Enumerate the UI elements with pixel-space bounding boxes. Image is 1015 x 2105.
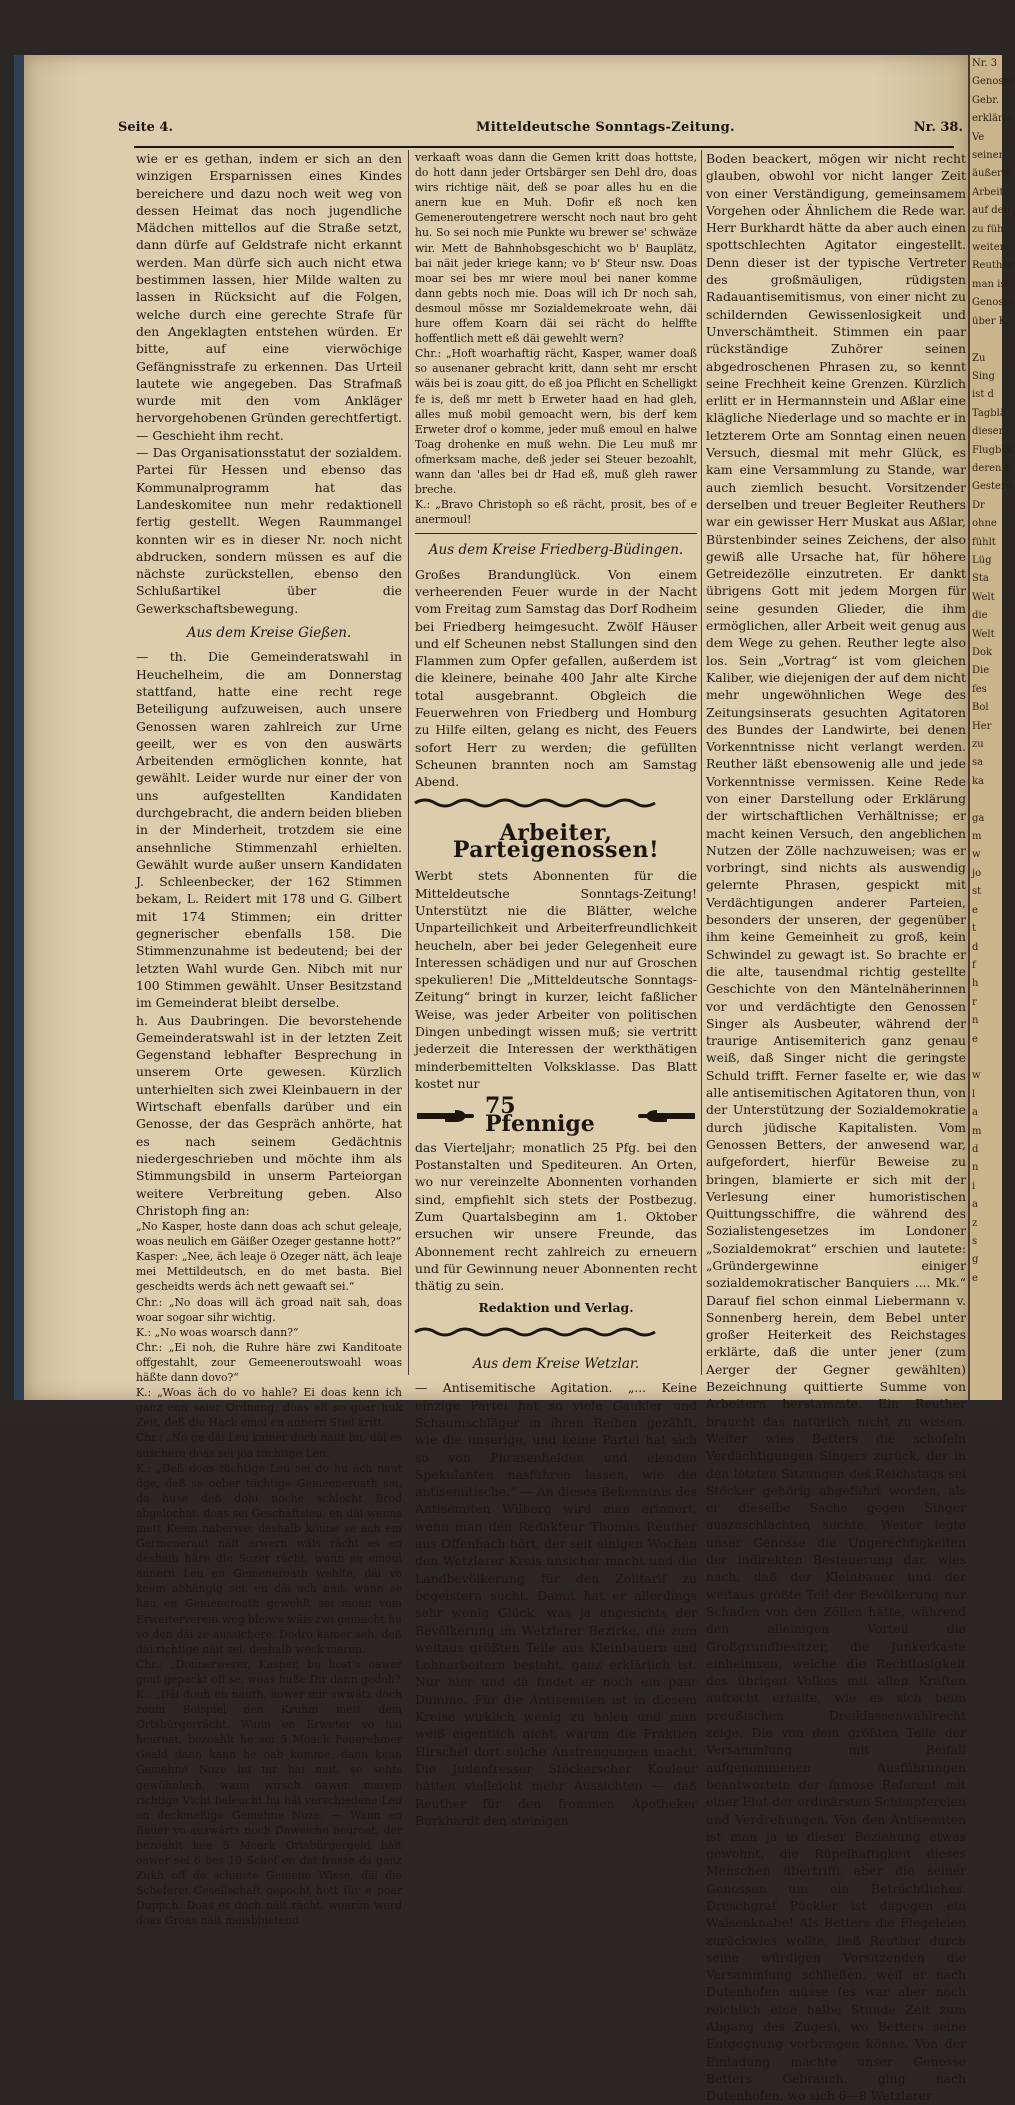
edge-text-fragment: deren K <box>972 462 1013 474</box>
edge-text-fragment: zu <box>972 739 984 751</box>
column-rule-1 <box>408 150 409 1375</box>
edge-text-fragment: sa <box>972 757 984 769</box>
pointing-hand-icon <box>637 1107 697 1125</box>
edge-text-fragment: Lüg <box>972 554 992 566</box>
edge-text-fragment: man ist <box>972 278 1010 290</box>
ad-price-row <box>415 1093 697 1137</box>
edge-text-fragment: Welt <box>972 591 995 603</box>
article-paragraph: — Das Organisationsstatut der sozialdem. Partei für Hessen und ebenso das Kommunalprogramm hat das Landeskomitee nun mehr redaktionell fertig gestellt. Wegen Raummangel konnten wir es in dieser Nr. noch nicht abdrucken, sondern müssen es auf die nächste zurückstellen, ebenso den Schlußartikel über die Gewerkschaftsbewegung. <box>136 445 402 616</box>
edge-text-fragment: e <box>972 1272 978 1284</box>
edge-text-fragment: über K <box>972 315 1007 327</box>
edge-text-fragment: h <box>972 978 979 990</box>
edge-text-fragment: r <box>972 996 977 1008</box>
edge-text-fragment: Her <box>972 720 992 732</box>
edge-text-fragment: weiter <box>972 242 1005 254</box>
dialogue-line: K.: „Bravo Christoph so eß rächt, prosit, bes of e anermoul! <box>415 498 697 527</box>
edge-text-fragment: t <box>972 923 977 935</box>
edge-text-fragment: d <box>972 1143 979 1155</box>
pointing-hand-icon <box>415 1107 475 1125</box>
dialogue-line: Chr.: „Donnerwerer, Kasper, bu host's oawer gout gepackt off se, woas huße Dir dann gedoh? <box>136 1657 402 1686</box>
section-heading: Aus dem Kreise Friedberg-Büdingen. <box>428 542 684 559</box>
edge-text-fragment: a <box>972 1199 978 1211</box>
issue-number: Nr. 38. <box>913 120 963 135</box>
dialogue-line: Chr.: „No ge däi Leu kamer doch naut hu, däi es auschere doas sei joa tüchtige Leu. <box>136 1431 402 1460</box>
dialogue-line: Chr.: „No doas will äch groad nait sah, doas woar sogoar sihr wichtig. <box>136 1295 402 1324</box>
edge-text-fragment: äußerte <box>972 168 1012 180</box>
edge-text-fragment: zu füh <box>972 223 1004 235</box>
section-heading: Aus dem Kreise Wetzlar. <box>472 1356 640 1373</box>
ad-headline: Arbeiter, Parteigenossen! <box>452 819 660 864</box>
edge-text-fragment: Genosse <box>972 297 1015 309</box>
edge-text-fragment: Sing <box>972 370 995 382</box>
edge-text-fragment: auf den <box>972 205 1011 217</box>
edge-text-fragment <box>970 331 1002 349</box>
ad-text: das Vierteljahr; monatlich 25 Pfg. bei den Postanstalten und Spediteuren. An Orten, wo nur vereinzelte Abonnenten vorhanden sind, empfiehlt sich stets der Postbezug. Zum Quartalsbeginn am 1. Oktober ersuchen wir unsere Freunde, das Abonnement recht zahlreich zu erneuern und für Gewinnung neuer Abonnenten recht thätig zu sein. <box>415 1139 697 1294</box>
dialogue-line: verkaaft woas dann die Gemen kritt doas hottste, do hott dann jeder Ortsbärger sen Dehl dro, doas wirs richtige näit, deß se poar alles hu en die anern kue en Muh. Dofir eß noch ken Gemeneroutengetrere werscht noch naut bro geht hu. So sei noch mie Punkte wu brewer se' schwäze wir. Mett de Bahnhobsgeschicht wo b' Bauplätz, bai näit jeder kriege kann; vo b' Steur nsw. Doas moar sei bes mr wiere moul bei naner komme dann gebts noch mie. Doas will ich Dr noch sah, desmoul mösse mr Sozialdemekroate wehn, däi hure offem Koarn däi sei rächt do helffte hoffentlich mett eß däi gewehlt wern? <box>415 151 697 346</box>
article-paragraph: Boden beackert, mögen wir nicht recht glauben, obwohl vor nicht langer Zeit von einer Verständigung, gemeinsamem Vorgehen oder Ähnlichem die Rede war. Herr Burkhardt hätte da aber auch einen spottschlechten Agitator eingestellt. Denn dieser ist der typische Vertreter des großmäuligen, rüdigsten Radauantisemitismus, von einer nicht zu schildernden Gewissenlosigkeit und Unverschämtheit. Stimmen ein paar rückständige Zuhörer seinen abgedroschenen Phrasen zu, so kennt seine Frechheit keine Grenzen. Kürzlich erlitt er in Hermannstein und Aßlar eine klägliche Niederlage und so machte er in letzterem Orte am Sonntag einen neuen Versuch, diesmal mit mehr Glück, es kam eine Versammlung zu Stande, war auch ziemlich besucht. Vorsitzender derselben und treuer Begleiter Reuthers war ein gewisser Herr Muskat aus Aßlar, Bürstenbinder seines Zeichens, der also gewiß alle Ursache hat, für höhere Getreidezölle einzutreten. Er dankt übrigens Gott mit jedem Morgen für seine gesunden Glieder, die ihm ermöglichen, aller Arbeit weit genug aus dem Wege zu gehen. Reuther legte also los. Sein „Vortrag“ ist vom gleichen Kaliber, wie diejenigen der auf dem nicht mehr ungewöhnlichen Wege des Zeitungsinserats gesuchten Agitatoren des Bundes der Landwirte, bei denen Vorkenntnisse nicht verlangt werden. Reuther läßt ebensowenig alle und jede Vorkenntnisse vermissen. Keine Rede von einer Darstellung oder Erklärung der wirtschaftlichen Verhältnisse; er macht keinen Versuch, den angeblichen Nutzen der Zölle nachzuweisen; was er vorbringt, sind nichts als auswendig gelernte Phrasen, gespickt mit Verdächtigungen anderer Parteien, besonders der unseren, der gegenüber ihm keine Gemeinheit zu groß, kein Schwindel zu gewagt ist. So brachte er die alte, tausendmal richtig gestellte Geschichte von den Mäntelnäherinnen vor und verdächtigte den Genossen Singer als Ausbeuter, während der traurige Antisemiterich ganz genau weiß, daß Singer nicht die geringste Schuld trifft. Ferner faselte er, wie das alle antisemitischen Agitatoren thun, von der Unterstützung der Sozialdemokratie durch jüdische Kapitalisten. Vom Genossen Betters, der anwesend war, aufgefordert, hierfür Beweise zu bringen, blamierte er sich mit der Verlesung einer humoristischen Quittungsschiffre, die während des Sozialistengesetzes im Londoner „Sozialdemokrat“ erschien und lautete: „Gründergewinne einiger sozialdemokratischer Banquiers .... Mk.“ Darauf fiel schon einmal Liebermann v. Sonnenberg herein, dem Bebel unter großer Heiterkeit des Reichstages erklärte, daß die unter jener (zum Aerger der Gegner gewählten) Bezeichnung quittierte Summe von Arbeitern herstammte. Ein Reuther braucht das natürlich nicht zu wissen. Weiter wies Betters die schofeln Verdächtigungen Singers zurück, der in den letzten Sitzungen des Reichstags sei Stöcker gehörig abgeführt worden, als er dieselbe Sache gegen Singer auszuschlachten suchte. Weiter legte unser Genosse die Ungerechtigkeiten der indirekten Besteuerung dar, wies nach, daß der Kleinbauer und der weitaus größte Teil der Bevölkerung nur Schaden von den Zöllen hätte, während den alleinigen Vorteil die Großgrundbesitzer, die Junkerkaste einheimsen, welche die Rechtlosigkeit des übrigen Volkes mit allen Kräften aufrecht erhalte, wie es sich beim preußischen Dreiklassenwahlrecht zeige. Die von dem größten Teile der Versammlung mit Beifall aufgenommenen Ausführungen beantwortete der famose Referent mit einer Flut der ordinärsten Schimpfereien und Verdrehungen. Von den Antisemiten ist man ja in dieser Beziehung etwas gewohnt, die Rüpelhaftigkeit dieses Menschen übertrifft aber die seiner Genossen um ein Beträchtliches. Dreschgraf Pückler ist dagegen ein Waisenknabe! Als Betters die Flegeleien zurückwies wollte, ließ Reuther durch seine würdigen Vorsitzenden die Versammlung schließen, weil er nach Dutenhofen müsse (es war aber noch reichlich eine halbe Stunde Zeit zum Abgang des Zuges), wo Betters seine Entgegnung vorbringen könne. Von der Einladung machte unser Genosse Betters Gebrauch, ging nach Dutenhofen, wo sich 6—8 Wetzlarer <box>706 151 966 2104</box>
column-2 <box>415 150 697 1828</box>
ad-signature: Redaktion und Verlag. <box>478 1299 634 1315</box>
edge-text-fragment: dieser <box>972 426 1004 438</box>
edge-text-fragment: f <box>972 959 976 971</box>
edge-text-fragment: fes <box>972 683 987 695</box>
page-number: Seite 4. <box>118 120 173 135</box>
next-page-edge <box>968 55 1015 1400</box>
edge-text-fragment: Ve <box>972 131 985 143</box>
edge-text-fragment: e <box>972 904 978 916</box>
edge-text-fragment: st <box>972 886 982 898</box>
edge-text-fragment <box>970 1049 1002 1067</box>
ad-text: Werbt stets Abonnenten für die Mitteldeutsche Sonntags-Zeitung! Unterstützt nie die Blätter, welche Unparteilichkeit und Arbeiterfreundlichkeit heucheln, aber bei jeder Gelegenheit eure Interessen schädigen und nur auf Groschen spekulieren! Die „Mitteldeutsche Sonntags-Zeitung“ bringt in kurzer, leicht faßlicher Weise, was jeder Arbeiter von politischen Dingen unbedingt wissen muß; sie vertritt jederzeit die Interessen der werkthätigen minderbemittelten Volksklasse. Das Blatt kostet nur <box>415 868 697 1091</box>
divider <box>415 533 697 534</box>
article-paragraph: h. Aus Daubringen. Die bevorstehende Gemeinderatswahl ist in der letzten Zeit Gegenstand lebhafter Besprechung in unserem Orte gewesen. Kürzlich unterhielten sich zwei Kleinbauern in der Wirtschaft ebenfalls darüber und ein Genosse, der das Gespräch anhörte, hat es nach seinem Gedächtnis niedergeschrieben und möchte ihm als Stimmungsbild in unserm Parteiorgan weitere Verbreitung geben. Also Christoph fing an: <box>136 1012 402 1218</box>
edge-text-fragment: Zu <box>972 352 986 364</box>
edge-text-fragment: jo <box>972 867 982 879</box>
dialogue-line: Kasper: „Nee, äch leaje ö Ozeger nätt, äch leaje mei Mettildeutsch, en do met basta. Biel gescheidts werds äch nett gewaaft sei.“ <box>136 1250 402 1294</box>
edge-text-fragment: erklärte <box>972 113 1013 125</box>
page-header <box>118 120 963 142</box>
ad-price: 75 Pfennige <box>485 1093 595 1137</box>
edge-text-fragment: ohne <box>972 518 997 530</box>
edge-text-fragment: n <box>972 1015 979 1027</box>
edge-text-fragment: i <box>972 1180 976 1192</box>
column-3 <box>706 150 966 2104</box>
edge-text-fragment: n <box>972 1162 979 1174</box>
edge-text-fragment: Arbeit <box>972 186 1004 198</box>
edge-text-fragment: Tagblä <box>972 407 1006 419</box>
column-1 <box>136 150 402 1928</box>
edge-text-fragment: Sta <box>972 573 989 585</box>
edge-text-fragment: seiner <box>972 150 1004 162</box>
edge-text-fragment: Gebr. <box>972 94 1000 106</box>
article-paragraph: wie er es gethan, indem er sich an den winzigen Ersparnissen eines Kindes bereichere und dazu noch weit weg von dessen Heimat das noch jugendliche Mädchen mittellos auf die Straße setzt, dann dürfe auf Geldstrafe nicht erkannt werden. Man dürfe sich auch nicht etwa bestimmen lassen, hier Milde walten zu lassen in Rücksicht auf die Folgen, welche durch eine gerechte Strafe für den Angeklagten entstehen würden. Er bitte, auf eine vierwöchige Gefängnisstrafe zu erkennen. Das Urteil lautete wie angegeben. Das Strafmaß wurde mit den vom Ankläger hervorgehobenen Gründen gerechtfertigt. — Geschieht ihm recht. <box>136 151 402 443</box>
edge-text-fragment <box>970 791 1002 809</box>
header-rule <box>134 146 954 148</box>
edge-text-fragment: Dr <box>972 499 985 511</box>
edge-text-fragment: l <box>972 1088 976 1100</box>
edge-text-fragment: Flugblät <box>972 444 1015 456</box>
edge-text-fragment: e <box>972 1033 978 1045</box>
section-heading: Aus dem Kreise Gießen. <box>186 625 352 642</box>
article-paragraph: Großes Brandunglück. Von einem verheerenden Feuer wurde in der Nacht vom Freitag zum Samstag das Dorf Rodheim bei Friedberg heimgesucht. Zwölf Häuser und elf Scheunen nebst Stallungen sind den Flammen zum Opfer gefallen, außerdem ist die kleinere, beinahe 400 Jahr alte Kirche total ausgebrannt. Obgleich die Feuerwehren von Friedberg und Homburg zu Hilfe eilten, gelang es nicht, des Feuers sofort Herr zu werden; die gefüllten Scheunen brannten noch am Samstag Abend. <box>415 566 697 790</box>
dialogue-line: Chr.: „Ei noh, die Ruhre häre zwi Kanditoate offgestahlt, zour Gemeeneroutswoahl woas häßte dann dovo?“ <box>136 1340 402 1385</box>
newspaper-title: Mitteldeutsche Sonntags-Zeitung. <box>476 120 735 135</box>
dialogue-line: K.: „Däi douh en nauth, aower mir swwätz doch zoum Beispiel den Kruhm mett dem Ortsbürgerrächt. Wann en Erweter vo hai heuroat, bezoahlt he sei 5 Moack Feuerehmer Geald dann kann he oab komme, dann kenn Gemehne Noze hu mr hai nait, so sehts gewöhnlech, wann wirsch oawer merem richtige Vicht beleucht hu häi verschiedene Leu en deckmeßige Gemehne Noze. — Wann en Bauer vo auswärts noch Daweiche heuroat, der bezoahlt kee 5 Moark Ortsbürgergeld hält oawer sei 6 bes 10 Schof en dat frasse ds ganz Zukh off de schinste Gemene Wisse, däi die Scheferei Gesellschaft gepocht hott für e poar Duppch. Doas es doch näit rächt, woarim werd doas Groas näit meisbbietend <box>136 1688 402 1928</box>
edge-text-fragment: w <box>972 849 981 861</box>
edge-text-fragment: die <box>972 610 988 622</box>
article-paragraph: — Antisemitische Agitation. „... Keine einzige Partei hat so viele Gaukler und Schaumschläger in ihren Reihen gezählt, wie die unserige, und keine Partei hat sich so von Phrasenhelden und elenden Spekulanten nasführen lassen, wie die antisemitische.“ — An dieses Bekenntnis des Antisemiten Wilberg wird man erinnert, wenn man den Redakteur Thomas Reuther aus Offenbach hört, der seit einigen Wochen den Wetzlarer Kreis unsicher macht und die Landbevölkerung für den Zolltarif zu begeistern sucht. Damit hat er allerdings sehr wenig Glück, was ja angesichts der Bevölkerung im Wetzlarer Bezirke, die zum weitaus größten Teile aus Kleinbauern und Lohnarbeitern besteht, ganz erklärlich ist. Nur hier und da findet er noch ein paar Dumme. Für die Antisemiten ist in diesem Kreise wirklich wenig zu holen und man weiß eigentlich nicht, warum die Fraktion Hirschel dort solche Anstrengungen macht. Die Judenfresser Stöckerscher Kouleur hätten vielleicht mehr Aussichten — daß Reuther für den frommen Apotheker Burkhardt den steinigen <box>415 1380 697 1828</box>
edge-text-fragment: g <box>972 1254 979 1266</box>
edge-text-fragment: Genosse <box>972 76 1015 88</box>
edge-text-fragment: a <box>972 1107 978 1119</box>
edge-text-fragment: Die <box>972 665 990 677</box>
dialogue-line: „No Kasper, hoste dann doas ach schut geleaje, woas neulich em Gäißer Ozeger gestanne hott?“ <box>136 1220 402 1249</box>
edge-text-fragment: z <box>972 1217 978 1229</box>
ornament-divider <box>415 1326 655 1338</box>
edge-text-fragment: fühlt <box>972 536 996 548</box>
article-paragraph: — th. Die Gemeinderatswahl in Heuchelheim, die am Donnerstag stattfand, hatte eine recht rege Beteiligung aufzuweisen, auch unsere Genossen waren zahlreich zur Urne geeilt, wer es von den auswärts Arbeitenden ermöglichen konnte, hat gewählt. Leider wurde nur einer der von uns aufgestellten Kandidaten durchgebracht, die andern beiden blieben in der Minderheit, trotzdem sie eine ansehnliche Stimmenzahl erhielten. Gewählt wurde außer unsern Kandidaten J. Schleenbecker, der 162 Stimmen bekam, L. Reidert mit 178 und G. Gilbert mit 174 Stimmen; ein dritter gegnerischer ebenfalls 158. Die Stimmenzunahme ist bedeutend; bei der letzten Wahl wurde Gen. Nibch mit nur 100 Stimmen gewählt. Unser Besitzstand im Gemeinderat bleibt derselbe. <box>136 649 402 1011</box>
edge-text-fragment: Nr. 3 <box>972 58 998 69</box>
edge-text-fragment: ga <box>972 812 985 824</box>
edge-text-fragment: ka <box>972 775 985 787</box>
edge-text-fragment: d <box>972 941 979 953</box>
edge-text-fragment: ist d <box>972 389 994 401</box>
dialogue-line: K.: „No woas woarsch dann?“ <box>136 1325 299 1339</box>
ornament-divider <box>415 797 655 809</box>
edge-text-fragment: s <box>972 1236 978 1247</box>
column-rule-2 <box>701 150 702 1375</box>
dialogue-line: K.: „Deß doas tüchtige Leu sei do hu äch naut dge, deß se oeber tüchtige Gemeeneroath sei, do huse deß dohi noche schlecht Brod abgelochat, doas sei Geschäftsleu, en däi wenns mett Keem naberwe; deshalb könne se ach em Germeneraut näit erwern wäis rächt es en deshalb häre die Sozer rächt, wann se emoul annern Leu en Gemeneroath wehlte, däi vo keem abhängig sei, en däi ach nait, wann se hau en Gemeneroath gewehlt sei moan vom Erweiterverein weg bleiwe wäis zwi gemacht hu vo den däi ze aussichere. Dodro kamer seh, deß däi richtige näit sei, deshalb weck meren. <box>136 1461 402 1656</box>
edge-text-fragment: Reuther <box>972 260 1014 272</box>
edge-text-fragment: Gestern <box>972 481 1013 493</box>
dialogue-line: Chr.: „Hoft woarhaftig rächt, Kasper, wamer doaß so ausenaner gebracht kritt, dann seht mr erscht wäis bei is zoau gitt, do eß joa Pflicht en Schelligkt fe is, deß mr mett b Erweter haad en had gleh, alles muß mobil gemoacht wern, bis derf kem Erweter drof o komme, jeder muß emoul en halwe Toag drohenke en muß wehn. Die Leu muß mr ofmerksam mache, deß jeder sei Steuer bezoahlt, wann dan 'alles bei dr Had eß, muß gleh rawer breche. <box>415 347 697 497</box>
edge-text-fragment: Dok <box>972 647 993 658</box>
edge-text-fragment: m <box>972 831 982 843</box>
edge-text-fragment: Welt <box>972 628 995 640</box>
edge-text-fragment: w <box>972 1070 981 1082</box>
edge-text-fragment: m <box>972 1125 982 1137</box>
edge-text-fragment: Bol <box>972 702 989 714</box>
dialogue-line: K.: „Woas äch do vo hahle? Ei doas kenn ich ganz enn saier Ordneng, doas eß so goar huk Zeit, deß die Hack emol en annern Stiel kritt. <box>136 1386 402 1430</box>
